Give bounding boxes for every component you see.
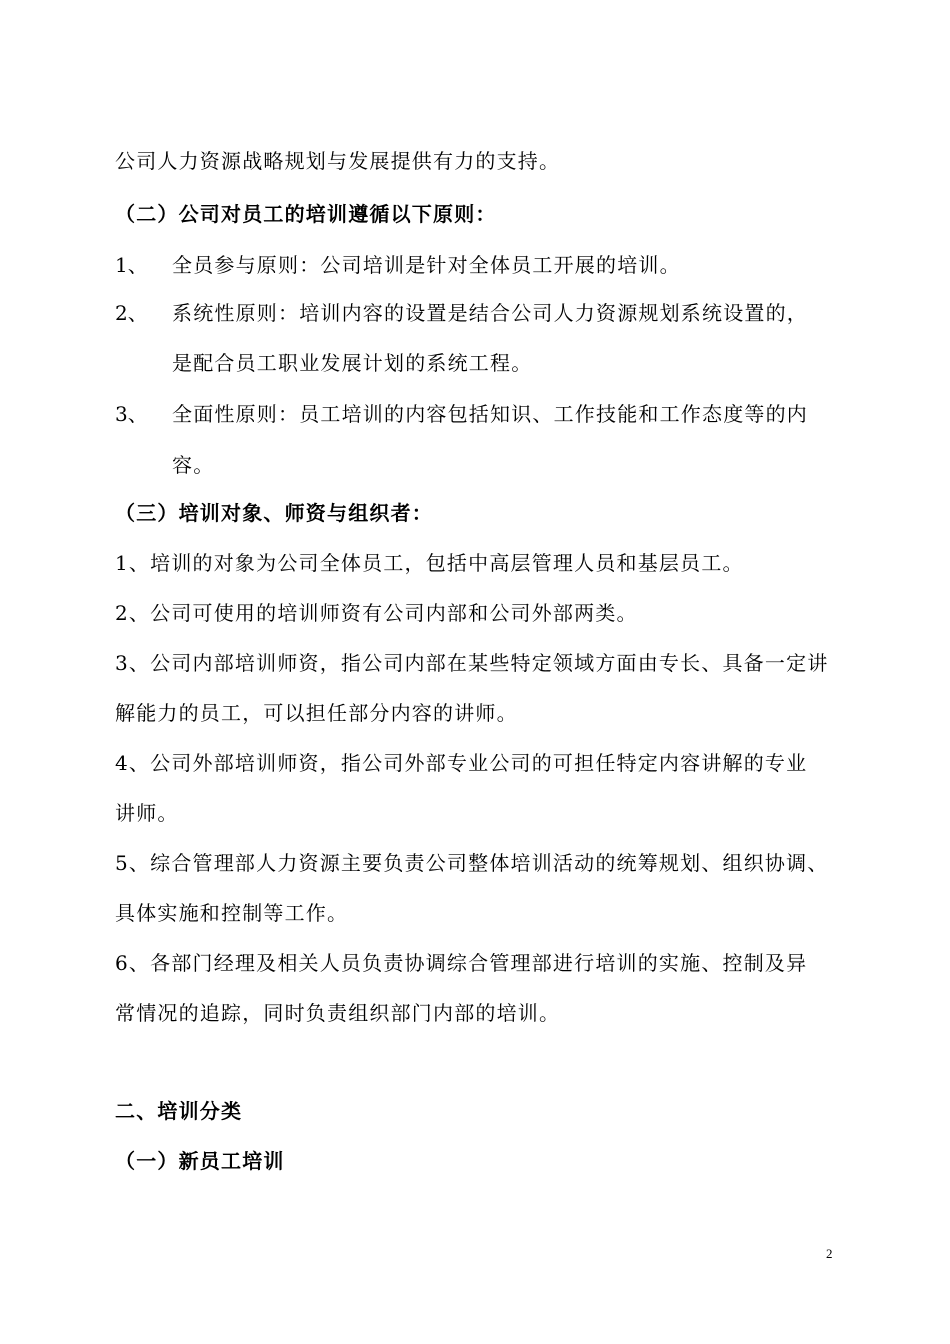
paragraph-line: 讲师。 xyxy=(115,801,179,825)
page-number: 2 xyxy=(826,1246,833,1261)
list-item-number: 3、 xyxy=(115,402,148,426)
paragraph-line: 2、公司可使用的培训师资有公司内部和公司外部两类。 xyxy=(115,601,638,625)
paragraph-line: 3、公司内部培训师资，指公司内部在某些特定领域方面由专长、具备一定讲 xyxy=(115,651,829,675)
paragraph-line: 公司人力资源战略规划与发展提供有力的支持。 xyxy=(115,149,561,173)
paragraph-line: 1、培训的对象为公司全体员工，包括中高层管理人员和基层员工。 xyxy=(115,551,744,575)
list-item-text-continued: 是配合员工职业发展计划的系统工程。 xyxy=(172,351,533,375)
section-heading: （二）公司对员工的培训遵循以下原则： xyxy=(115,202,497,226)
paragraph-line: 6、各部门经理及相关人员负责协调综合管理部进行培训的实施、控制及异 xyxy=(115,951,808,975)
list-item-number: 1、 xyxy=(115,253,148,277)
paragraph-line: 5、综合管理部人力资源主要负责公司整体培训活动的统筹规划、组织协调、 xyxy=(115,851,829,875)
paragraph-line: 具体实施和控制等工作。 xyxy=(115,901,349,925)
list-item-text: 系统性原则：培训内容的设置是结合公司人力资源规划系统设置的， xyxy=(172,301,808,325)
section-heading: （三）培训对象、师资与组织者： xyxy=(115,501,433,525)
list-item-number: 2、 xyxy=(115,301,148,325)
paragraph-line: 解能力的员工，可以担任部分内容的讲师。 xyxy=(115,701,518,725)
chapter-heading: 二、培训分类 xyxy=(115,1099,243,1123)
list-item-text-continued: 容。 xyxy=(172,453,215,477)
list-item-text: 全员参与原则：公司培训是针对全体员工开展的培训。 xyxy=(172,253,681,277)
list-item-text: 全面性原则：员工培训的内容包括知识、工作技能和工作态度等的内 xyxy=(172,402,808,426)
paragraph-line: 常情况的追踪，同时负责组织部门内部的培训。 xyxy=(115,1001,561,1025)
subsection-heading: （一）新员工培训 xyxy=(115,1149,285,1173)
paragraph-line: 4、公司外部培训师资，指公司外部专业公司的可担任特定内容讲解的专业 xyxy=(115,751,808,775)
